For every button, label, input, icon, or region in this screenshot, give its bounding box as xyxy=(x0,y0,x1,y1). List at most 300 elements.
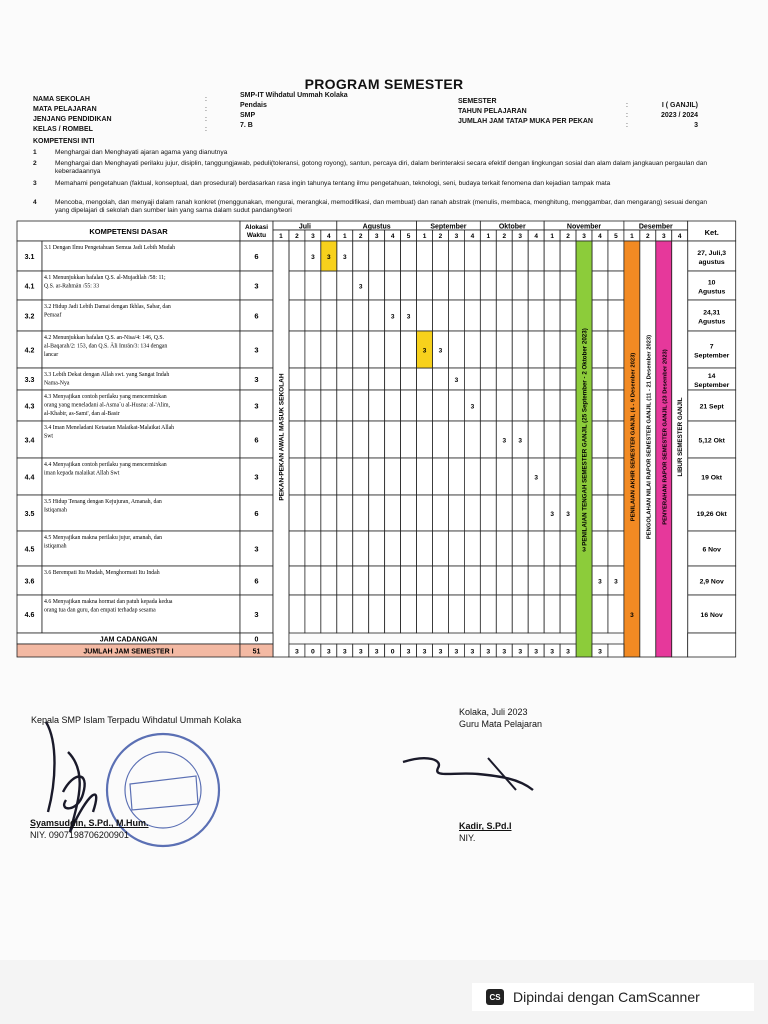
total-week-value: 0 xyxy=(310,648,315,656)
week-cell xyxy=(433,241,449,271)
ket-text: Agustus xyxy=(698,318,726,326)
week-cell xyxy=(608,300,624,331)
week-cell xyxy=(448,421,464,458)
week-cell xyxy=(305,390,321,421)
total-week-value: 3 xyxy=(438,648,443,656)
week-cell xyxy=(305,368,321,390)
meta-left-colons: : : : : xyxy=(205,96,207,133)
week-cell xyxy=(544,271,560,300)
week-cell xyxy=(608,331,624,368)
week-cell xyxy=(608,368,624,390)
week-cell xyxy=(417,595,433,633)
week-cell xyxy=(512,531,528,566)
handwritten-signature-left xyxy=(46,722,96,832)
week-cell xyxy=(289,241,305,271)
signature-right-block xyxy=(459,706,542,730)
month-label: November xyxy=(566,223,602,231)
header-alokasi-label: Alokasi xyxy=(244,224,269,231)
week-cell xyxy=(512,458,528,495)
week-cell xyxy=(289,458,305,495)
week-cell xyxy=(512,566,528,595)
scheduled-hours: 3 xyxy=(327,254,331,261)
week-cell xyxy=(512,495,528,531)
ket-text: 6 Nov xyxy=(702,546,721,554)
meta-value: 3 xyxy=(694,122,698,129)
week-cell xyxy=(448,595,464,633)
ket-text: 14 xyxy=(707,373,716,380)
week-cell xyxy=(433,271,449,300)
week-cell xyxy=(592,595,608,633)
week-number: 2 xyxy=(438,233,443,240)
week-cell xyxy=(337,368,353,390)
scheduled-hours: 3 xyxy=(582,546,586,554)
ket-text: 19,26 Okt xyxy=(696,511,727,518)
week-cell xyxy=(433,458,449,495)
week-cell xyxy=(512,595,528,633)
week-cell xyxy=(401,368,417,390)
kd-text: 3.1 Dengan Ilmu Pengetahuan Semua Jadi Lebih Mudah xyxy=(44,245,176,251)
signature-left-title: Kepala SMP Islam Terpadu Wihdatul Ummah Kolaka xyxy=(31,715,242,725)
week-cell xyxy=(369,458,385,495)
week-cell xyxy=(433,566,449,595)
week-cell xyxy=(512,368,528,390)
week-cell xyxy=(448,495,464,531)
week-cell xyxy=(369,566,385,595)
week-cell xyxy=(321,368,337,390)
week-cell xyxy=(305,495,321,531)
scheduled-hours: 3 xyxy=(502,437,507,445)
scheduled-hours: 3 xyxy=(614,578,618,586)
week-cell xyxy=(305,300,321,331)
total-week-value: 3 xyxy=(358,648,363,656)
ket-text: 2,9 Nov xyxy=(699,578,724,586)
meta-label: MATA PELAJARAN xyxy=(33,106,97,113)
week-cell xyxy=(528,331,544,368)
kd-text: iman kepada malaikat Allah Swt xyxy=(44,470,120,477)
week-cell xyxy=(480,595,496,633)
total-week-value: 3 xyxy=(518,648,523,656)
headmaster-name: Syamsuddin, S.Pd., M.Hum. xyxy=(30,818,149,828)
week-cell xyxy=(321,531,337,566)
kd-text: Swt xyxy=(44,433,54,440)
week-cell xyxy=(496,458,512,495)
week-number: 2 xyxy=(646,233,650,240)
week-number: 3 xyxy=(454,233,459,240)
kd-text: lancar xyxy=(44,352,59,358)
kd-text: 3.2 Hidup Jadi Lebih Damai dengan Ikhlas, Sabar, dan xyxy=(44,304,171,310)
week-cell xyxy=(289,331,305,368)
week-cell xyxy=(321,458,337,495)
week-cell xyxy=(385,458,401,495)
alokasi-value: 3 xyxy=(254,375,259,384)
week-cell xyxy=(401,421,417,458)
week-cell xyxy=(528,595,544,633)
week-number: 4 xyxy=(598,233,602,240)
meta-value: SMP-IT Wihdatul Ummah Kolaka xyxy=(240,92,348,99)
kd-number: 3.2 xyxy=(24,313,35,321)
document-title: PROGRAM SEMESTER xyxy=(304,76,464,92)
ket-text: 16 Nov xyxy=(700,612,723,619)
total-week-value: 3 xyxy=(534,648,539,656)
week-cell xyxy=(512,331,528,368)
scheduled-hours: 3 xyxy=(438,347,443,355)
total-week-value: 3 xyxy=(598,648,602,656)
week-cell xyxy=(305,331,321,368)
week-cell xyxy=(480,271,496,300)
alokasi-value: 6 xyxy=(254,509,259,518)
week-cell xyxy=(417,271,433,300)
week-cell xyxy=(353,241,369,271)
kd-text: 4.1 Menunjukkan hafalan Q.S. al-Mujadilah /58: 11; xyxy=(44,275,166,281)
month-label: Agustus xyxy=(362,223,391,231)
week-cell xyxy=(369,241,385,271)
week-cell xyxy=(337,421,353,458)
week-cell xyxy=(305,271,321,300)
week-cell xyxy=(353,421,369,458)
total-week-value: 3 xyxy=(342,648,347,656)
week-cell xyxy=(289,566,305,595)
week-cell xyxy=(544,241,560,271)
meta-value: SMP xyxy=(240,112,256,119)
kd-text: 3.4 Iman Meneladani Ketaatan Malaikat-Malaikat Allah xyxy=(44,425,175,431)
total-label: JUMLAH JAM SEMESTER I xyxy=(83,648,174,656)
week-number: 5 xyxy=(406,233,411,240)
camscanner-watermark xyxy=(472,983,754,1011)
total-week-cell xyxy=(608,644,624,657)
week-cell xyxy=(608,271,624,300)
week-number: 1 xyxy=(342,233,347,240)
kd-text: 4.5 Menyajikan makna perilaku jujur, amanah, dan xyxy=(44,535,163,541)
week-number: 4 xyxy=(677,233,682,240)
week-cell xyxy=(305,421,321,458)
total-week-value: 3 xyxy=(295,648,299,656)
week-cell xyxy=(321,595,337,633)
month-label: September xyxy=(430,223,467,231)
week-number: 3 xyxy=(374,233,379,240)
week-cell xyxy=(289,531,305,566)
meta-value: 7. B xyxy=(240,122,253,129)
kd-number: 4.3 xyxy=(24,403,35,411)
week-cell xyxy=(560,458,576,495)
scheduled-hours: 3 xyxy=(534,474,538,482)
week-cell xyxy=(433,495,449,531)
week-cell xyxy=(592,390,608,421)
alokasi-value: 3 xyxy=(254,401,259,411)
month-label: Juli xyxy=(298,223,311,231)
kd-number: 3.4 xyxy=(24,437,35,445)
teacher-nip: NIY. xyxy=(459,833,476,843)
week-cell xyxy=(528,300,544,331)
kd-text: Q.S. ar-Rahmān /55: 33 xyxy=(44,283,100,290)
kd-text: 3.6 Berempati Itu Mudah, Menghormati Itu Indah xyxy=(44,570,160,576)
kd-text: orang yang meneladani al-Asma`u al-Husna: al-'Alim, xyxy=(44,402,170,409)
camscanner-text: Dipindai dengan CamScanner xyxy=(513,989,700,1005)
camscanner-logo-icon: CS xyxy=(486,989,504,1005)
week-cell xyxy=(417,300,433,331)
week-cell xyxy=(560,368,576,390)
kd-number: 3.3 xyxy=(24,377,35,384)
week-cell xyxy=(560,421,576,458)
week-cell xyxy=(496,531,512,566)
week-cell xyxy=(337,458,353,495)
week-cell xyxy=(544,421,560,458)
scheduled-hours: 3 xyxy=(406,313,411,321)
total-week-value: 3 xyxy=(470,648,475,656)
meta-label: NAMA SEKOLAH xyxy=(33,96,90,103)
week-number: 2 xyxy=(502,233,507,240)
week-cell xyxy=(608,421,624,458)
scheduled-hours: 3 xyxy=(598,578,602,586)
kd-number: 4.4 xyxy=(24,474,35,482)
week-cell xyxy=(305,531,321,566)
week-cell xyxy=(321,390,337,421)
week-cell xyxy=(321,271,337,300)
week-cell xyxy=(592,531,608,566)
week-cell xyxy=(480,495,496,531)
meta-label: KELAS / ROMBEL xyxy=(33,126,93,133)
week-cell xyxy=(496,271,512,300)
ki-number: 4 xyxy=(33,199,37,206)
week-cell xyxy=(464,368,480,390)
alokasi-value: 6 xyxy=(254,576,259,586)
week-cell xyxy=(353,300,369,331)
meta-value: Pendais xyxy=(240,102,267,109)
total-value: 51 xyxy=(252,648,261,656)
ki-number: 1 xyxy=(33,149,37,156)
kd-number: 3.5 xyxy=(24,511,35,518)
week-cell xyxy=(448,531,464,566)
week-cell xyxy=(417,390,433,421)
place-date: Kolaka, Juli 2023 xyxy=(459,707,528,717)
week-cell xyxy=(369,421,385,458)
week-cell xyxy=(496,390,512,421)
week-cell xyxy=(385,595,401,633)
week-cell xyxy=(433,595,449,633)
week-cell xyxy=(369,495,385,531)
week-cell xyxy=(496,241,512,271)
month-label: Desember xyxy=(638,223,673,231)
scheduled-hours: 3 xyxy=(422,347,427,355)
total-week-value: 3 xyxy=(550,648,555,656)
week-cell xyxy=(337,300,353,331)
week-cell xyxy=(464,595,480,633)
kd-text: 4.2 Menunjukkan hafalan Q.S. an-Nisa/4: 146, Q.S. xyxy=(44,335,165,341)
kd-text: orang tua dan guru, dan empati terhadap sesama xyxy=(44,607,156,614)
ket-text: 5,12 Okt xyxy=(698,437,725,445)
kd-text: al-Khabir, as-Sami', dan al-Basir xyxy=(44,411,120,417)
week-cell xyxy=(608,595,624,633)
signature-right-name xyxy=(459,820,512,844)
week-cell xyxy=(353,566,369,595)
ket-text: September xyxy=(694,382,730,389)
week-cell xyxy=(496,331,512,368)
kd-text: istiqamah xyxy=(44,543,67,550)
week-cell xyxy=(417,421,433,458)
ki-text: Memahami pengetahuan (faktual, konseptual, dan prosedural) berdasarkan rasa ingin tahunya tentang ilmu pengetahuan, teknologi, seni, budaya terkait fenomena dan kejadian tampak mata xyxy=(55,180,611,187)
ki-number: 3 xyxy=(33,180,37,187)
week-cell xyxy=(464,531,480,566)
week-cell xyxy=(337,531,353,566)
week-number: 3 xyxy=(661,233,666,240)
week-cell xyxy=(544,331,560,368)
week-cell xyxy=(496,566,512,595)
week-cell xyxy=(480,241,496,271)
week-cell xyxy=(401,531,417,566)
week-cell xyxy=(480,390,496,421)
header-ket-label: Ket. xyxy=(704,228,719,237)
ki-title: KOMPETENSI INTI xyxy=(33,138,95,145)
ket-text: 10 xyxy=(707,279,716,287)
kd-number: 3.1 xyxy=(24,254,35,261)
week-cell xyxy=(401,241,417,271)
week-cell xyxy=(544,458,560,495)
week-cell xyxy=(385,531,401,566)
week-number: 2 xyxy=(358,233,363,240)
week-cell xyxy=(560,331,576,368)
week-cell xyxy=(528,421,544,458)
scheduled-hours: 3 xyxy=(311,254,315,261)
week-cell xyxy=(401,458,417,495)
week-cell xyxy=(337,390,353,421)
ki-text: Menghargai dan Menghayati ajaran agama yang dianutnya xyxy=(55,149,228,156)
ket-text: Agustus xyxy=(698,288,726,296)
cadangan-label: JAM CADANGAN xyxy=(99,636,158,644)
week-cell xyxy=(544,566,560,595)
week-cell xyxy=(385,421,401,458)
week-cell xyxy=(528,271,544,300)
week-cell xyxy=(305,595,321,633)
week-number: 3 xyxy=(518,233,523,240)
week-number: 4 xyxy=(534,233,538,240)
handwritten-signature-right xyxy=(398,748,548,808)
week-cell xyxy=(528,390,544,421)
week-cell xyxy=(385,331,401,368)
ket-text: 7 xyxy=(709,343,714,351)
week-cell xyxy=(385,566,401,595)
week-number: 1 xyxy=(279,233,283,240)
week-cell xyxy=(464,458,480,495)
kd-text: 3.5 Hidup Tenang dengan Kejujuran, Amanah, dan xyxy=(44,499,162,505)
week-cell xyxy=(560,566,576,595)
week-cell xyxy=(385,271,401,300)
week-cell xyxy=(448,331,464,368)
alokasi-value: 3 xyxy=(254,472,259,482)
week-cell xyxy=(528,495,544,531)
scheduled-hours: 3 xyxy=(358,283,363,291)
week-cell xyxy=(480,458,496,495)
event-pengolahan: PENGOLAHAN NILAI RAPOR SEMESTER GANJIL (11 - 21 Desember 2023) xyxy=(646,334,653,540)
alokasi-value: 6 xyxy=(254,252,259,261)
week-cell xyxy=(592,458,608,495)
ki-text: Mencoba, mengolah, dan menyaji dalam ranah konkret (menggunakan, mengurai, merangkai, memodifikasi, dan membuat) dan ranah abstrak (menulis, membaca, menghitung, menggambar, dan mengarang) sesuai dengan yang dipelajari di sekolah dan sumber lain yang sama dalam sudut pandang/teori xyxy=(55,199,708,214)
meta-label: JENJANG PENDIDIKAN xyxy=(33,116,112,123)
week-cell xyxy=(321,331,337,368)
week-cell xyxy=(608,531,624,566)
kd-text: 4.3 Menyajikan contoh perilaku yang mencerminkan xyxy=(44,394,167,400)
week-cell xyxy=(433,368,449,390)
week-cell xyxy=(464,271,480,300)
week-cell xyxy=(464,331,480,368)
kd-number: 3.6 xyxy=(24,578,35,586)
week-cell xyxy=(417,458,433,495)
week-cell xyxy=(464,421,480,458)
kd-number: 4.1 xyxy=(24,283,35,291)
ket-text: September xyxy=(694,352,730,360)
week-cell xyxy=(592,368,608,390)
week-cell xyxy=(464,241,480,271)
event-pas: PENILAIAN AKHIR SEMESTER GANJIL (4 - 9 Desember 2023) xyxy=(630,352,637,522)
week-cell xyxy=(401,595,417,633)
week-cell xyxy=(289,390,305,421)
week-cell xyxy=(321,300,337,331)
ket-text: 24,31 xyxy=(703,309,721,317)
scheduled-hours: 3 xyxy=(454,377,459,384)
week-cell xyxy=(369,271,385,300)
total-week-value: 3 xyxy=(326,648,331,656)
week-cell xyxy=(433,390,449,421)
week-cell xyxy=(385,368,401,390)
event-penyerahan: PENYERAHAN RAPOR SEMESTER GANJIL (23 Desember 2023) xyxy=(662,349,669,525)
week-cell xyxy=(544,531,560,566)
week-cell xyxy=(448,300,464,331)
week-cell xyxy=(433,531,449,566)
week-cell xyxy=(480,331,496,368)
kd-text: 4.6 Menyajikan makna hormat dan patuh kepada kedua xyxy=(44,599,173,605)
kd-text: Nama-Nya xyxy=(44,380,70,387)
ki-number: 2 xyxy=(33,160,37,167)
week-cell xyxy=(560,531,576,566)
week-cell xyxy=(448,390,464,421)
ki-text: Menghargai dan Menghayati perilaku jujur, disiplin, tanggungjawab, peduli(toleransi, gotong royong), santun, percaya diri, dalam berinteraksi secara efektif dengan lingkungan sosial dan alam dalam jangkauan pergaulan dan keberadaannya xyxy=(55,160,708,175)
header-kd-label: KOMPETENSI DASAR xyxy=(89,227,168,236)
kd-text: 4.4 Menyajikan contoh perilaku yang mencerminkan xyxy=(44,462,167,468)
week-number: 1 xyxy=(486,233,491,240)
week-cell xyxy=(417,531,433,566)
total-week-value: 3 xyxy=(502,648,507,656)
event-pts: PENILAIAN TENGAH SEMESTER GANJIL (25 September - 2 Oktober 2023) xyxy=(581,328,589,546)
total-week-value: 3 xyxy=(406,648,411,656)
week-number: 1 xyxy=(422,233,427,240)
scheduled-hours: 3 xyxy=(630,612,634,619)
event-pekan-awal: PEKAN-PEKAN AWAL MASUK SEKOLAH xyxy=(278,373,286,501)
week-number: 2 xyxy=(566,233,570,240)
meta-value: 2023 / 2024 xyxy=(661,112,698,119)
week-cell xyxy=(289,300,305,331)
week-cell xyxy=(305,458,321,495)
week-cell xyxy=(608,458,624,495)
week-cell xyxy=(560,390,576,421)
week-cell xyxy=(401,495,417,531)
week-cell xyxy=(305,566,321,595)
scheduled-hours: 3 xyxy=(390,313,395,321)
week-cell xyxy=(337,331,353,368)
week-cell xyxy=(448,271,464,300)
week-cell xyxy=(544,300,560,331)
week-cell xyxy=(353,531,369,566)
week-cell xyxy=(417,368,433,390)
kd-number: 4.6 xyxy=(24,612,35,619)
week-cell xyxy=(560,271,576,300)
teacher-role: Guru Mata Pelajaran xyxy=(459,719,543,729)
week-cell xyxy=(353,495,369,531)
event-libur: LIBUR SEMESTER GANJIL xyxy=(677,397,685,477)
week-cell xyxy=(289,595,305,633)
week-cell xyxy=(512,271,528,300)
week-cell xyxy=(464,566,480,595)
week-cell xyxy=(480,300,496,331)
week-cell xyxy=(417,241,433,271)
week-cell xyxy=(321,495,337,531)
